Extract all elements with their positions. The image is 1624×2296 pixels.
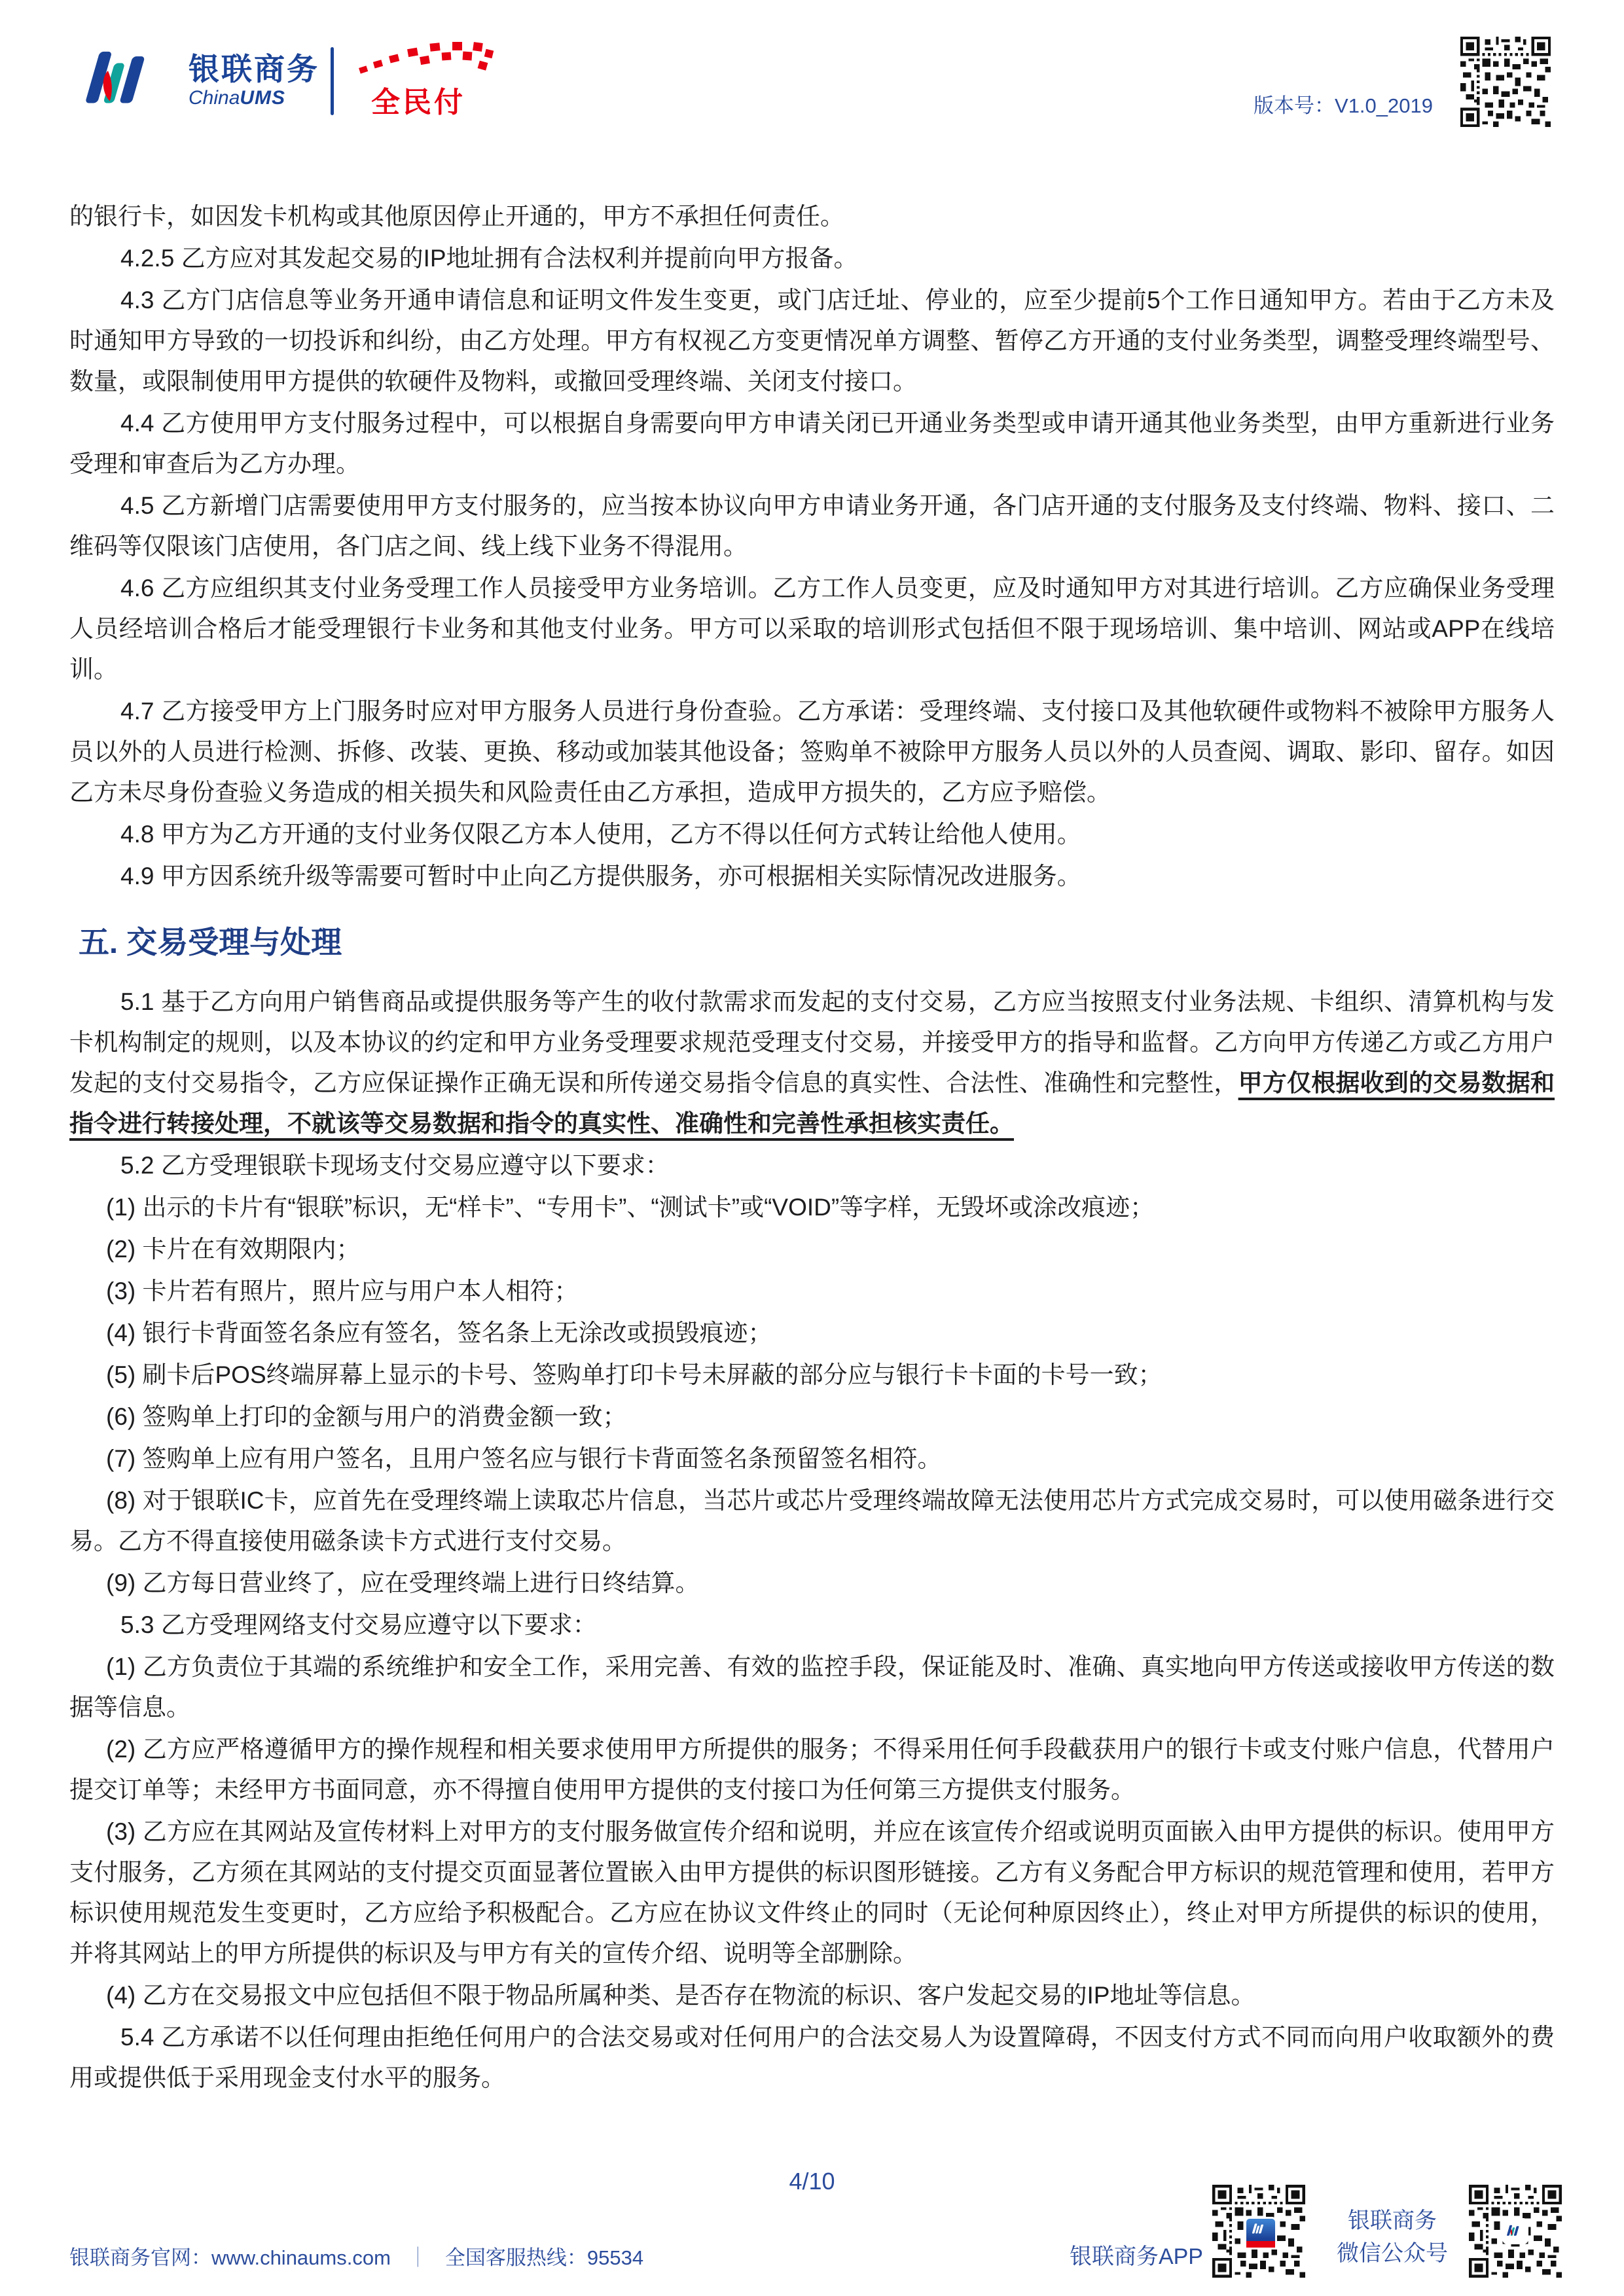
app-icon-banner: [1246, 2241, 1275, 2248]
wechat-qr-code: [1469, 2185, 1562, 2278]
clause-5-1-text: 5.1 基于乙方向用户销售商品或提供服务等产生的收付款需求而发起的支付交易，乙方应当按照支付业务法规、卡组织、清算机构与发卡机构制定的规则，以及本协议的约定和甲方业务受理要求规范受理支付交易，并接受甲方的指导和监督。乙方向甲方传递乙方或乙方用户发起的支付交易指令，乙方应保证操作正确无误和所传递交易指令信息的真实性、合法性、准确性和完整性，: [69, 988, 1555, 1096]
footer-separator: ｜: [407, 2246, 428, 2269]
app-qr-label: 银联商务APP: [1069, 2244, 1203, 2269]
clause-5-2-item-2: (2) 卡片在有效期限内；: [106, 1236, 361, 1263]
clause-5-1: [69, 982, 1555, 1144]
clause-5-3-item-4: (4) 乙方在交易报文中应包括但不限于物品所属种类、是否存在物流的标识、客户发起交易的IP地址等信息。: [106, 1982, 1255, 2009]
app-icon-logo: [1251, 2223, 1269, 2236]
clause-4-3: 4.3 乙方门店信息等业务开通申请信息和证明文件发生变更，或门店迁址、停业的，应至少提前5个工作日通知甲方。若由于乙方未及时通知甲方导致的一切投诉和纠纷，由乙方处理。甲方有权视乙方变更情况单方调整、暂停乙方开通的支付业务类型，调整受理终端型号、数量，或限制使用甲方提供的软硬件及物料，或撤回受理终端、关闭支付接口。: [69, 287, 1555, 395]
chinaums-logo-icon: [75, 50, 179, 113]
wechat-center-ums-mark: [1506, 2224, 1525, 2238]
version-label: 版本号：V1.0_2019: [1254, 94, 1433, 117]
wechat-qr-label-line1: 银联商务: [1348, 2208, 1437, 2233]
clause-4-6: 4.6 乙方应组织其支付业务受理工作人员接受甲方业务培训。乙方工作人员变更，应及时通知甲方对其进行培训。乙方应确保业务受理人员经培训合格后才能受理银行卡业务和其他支付业务。甲方可以采取的培训形式包括但不限于现场培训、集中培训、网站或APP在线培训。: [69, 575, 1555, 683]
clause-4-9: 4.9 甲方因系统升级等需要可暂时中止向乙方提供服务，亦可根据相关实际情况改进服务。: [120, 863, 1081, 889]
brand-name-cn: 银联商务: [189, 52, 319, 86]
clause-5-2: 5.2 乙方受理银联卡现场支付交易应遵守以下要求：: [120, 1152, 670, 1179]
brand-block: [189, 52, 319, 110]
brand-name-en: ChinaUMS: [189, 87, 286, 109]
clause-5-2-item-4: (4) 银行卡背面签名条应有签名，签名条上无涂改或损毁痕迹；: [106, 1319, 772, 1346]
checkered-flag-icon: [357, 41, 494, 81]
clause-5-2-item-7: (7) 签购单上应有用户签名，且用户签名应与银行卡背面签名条预留签名相符。: [106, 1445, 942, 1472]
app-qr-code: [1212, 2185, 1305, 2278]
clause-5-2-item-8: (8) 对于银联IC卡，应首先在受理终端上读取芯片信息，当芯片或芯片受理终端故障无法使用芯片方式完成交易时，可以使用磁条进行交易。乙方不得直接使用磁条读卡方式进行支付交易。: [69, 1487, 1555, 1554]
header-divider: [331, 47, 334, 115]
clause-4-5: 4.5 乙方新增门店需要使用甲方支付服务的，应当按本协议向甲方申请业务开通，各门店开通的支付服务及支付终端、物料、接口、二维码等仅限该门店使用，各门店之间、线上线下业务不得混用。: [69, 492, 1555, 560]
clause-5-3-item-3: (3) 乙方应在其网站及宣传材料上对甲方的支付服务做宣传介绍和说明，并应在该宣传介绍或说明页面嵌入由甲方提供的标识。使用甲方支付服务，乙方须在其网站的支付提交页面显著位置嵌入由甲方提供的标识图形链接。乙方有义务配合甲方标识的规范管理和使用，若甲方标识使用规范发生变更时，乙方应给予积极配合。乙方应在协议文件终止的同时（无论何种原因终止），终止对甲方所提供的标识的使用，并将其网站上的甲方所提供的标识及与甲方有关的宣传介绍、说明等全部删除。: [69, 1818, 1555, 1967]
quanminfu-wordmark: 全民付: [371, 86, 465, 118]
contract-body: [69, 196, 1555, 2100]
wechat-qr-center-logo: [1502, 2218, 1528, 2244]
clause-5-4: 5.4 乙方承诺不以任何理由拒绝任何用户的合法交易或对任何用户的合法交易人为设置障碍，不因支付方式不同而向用户收取额外的费用或提供低于采用现金支付水平的服务。: [69, 2024, 1555, 2091]
clause-5-2-item-6: (6) 签购单上打印的金额与用户的消费金额一致；: [106, 1403, 627, 1430]
version-qr-code-icon: [1460, 37, 1551, 127]
page-header: [0, 0, 1624, 157]
clause-5-1-emphasis: 甲方仅根据收到的交易数据和指令进行转接处理，不就该等交易数据和指令的真实性、准确性和完善性承担核实责任。: [69, 1069, 1555, 1137]
clause-4-4: 4.4 乙方使用甲方支付服务过程中，可以根据自身需要向甲方申请关闭已开通业务类型或申请开通其他业务类型，由甲方重新进行业务受理和审查后为乙方办理。: [69, 410, 1555, 477]
clause-5-3-item-1: (1) 乙方负责位于其端的系统维护和安全工作，采用完善、有效的监控手段，保证能及时、准确、真实地向甲方传送或接收甲方传送的数据等信息。: [69, 1653, 1555, 1721]
footer-contact-bar: [69, 2241, 643, 2270]
wechat-qr-label-line2: 微信公众号: [1337, 2241, 1448, 2266]
wechat-qr-label: [1324, 2204, 1461, 2270]
page-number: 4/10: [789, 2168, 835, 2195]
clause-5-2-item-5: (5) 刷卡后POS终端屏幕上显示的卡号、签购单打印卡号未屏蔽的部分应与银行卡卡面的卡号一致；: [106, 1361, 1163, 1388]
clause-5-3-item-2: (2) 乙方应严格遵循甲方的操作规程和相关要求使用甲方所提供的服务；不得采用任何手段截获用户的银行卡或支付账户信息，代替用户提交订单等；未经甲方书面同意，亦不得擅自使用甲方提供的支付接口为任何第三方提供支付服务。: [69, 1736, 1555, 1803]
app-icon: [1244, 2217, 1277, 2250]
site-url: www.chinaums.com: [211, 2246, 391, 2269]
clause-5-2-item-1: (1) 出示的卡片有“银联”标识，无“样卡”、“专用卡”、“测试卡”或“VOID”等字样，无毁坏或涂改痕迹；: [106, 1194, 1155, 1221]
section-5-heading: 五. 交易受理与处理: [79, 925, 342, 960]
clause-5-3: 5.3 乙方受理网络支付交易应遵守以下要求：: [120, 1611, 597, 1638]
site-label: 银联商务官网：: [69, 2246, 211, 2269]
clause-4-2-5: 4.2.5 乙方应对其发起交易的IP地址拥有合法权利并提前向甲方报备。: [120, 245, 858, 272]
quanminfu-logo: [357, 41, 494, 119]
clause-5-2-item-9: (9) 乙方每日营业终了，应在受理终端上进行日终结算。: [106, 1570, 700, 1596]
hotline-number: 95534: [586, 2246, 644, 2269]
paragraph-continuation: 的银行卡，如因发卡机构或其他原因停止开通的，甲方不承担任何责任。: [69, 203, 844, 230]
clause-5-2-item-3: (3) 卡片若有照片，照片应与用户本人相符；: [106, 1278, 579, 1304]
hotline-label: 全国客服热线：: [444, 2246, 587, 2269]
clause-4-7: 4.7 乙方接受甲方上门服务时应对甲方服务人员进行身份查验。乙方承诺：受理终端、支付接口及其他软硬件或物料不被除甲方服务人员以外的人员进行检测、拆修、改装、更换、移动或加装其他设备；签购单不被除甲方服务人员以外的人员查阅、调取、影印、留存。如因乙方未尽身份查验义务造成的相关损失和风险责任由乙方承担，造成甲方损失的，乙方应予赔偿。: [69, 698, 1555, 806]
clause-4-8: 4.8 甲方为乙方开通的支付业务仅限乙方本人使用，乙方不得以任何方式转让给他人使用。: [120, 821, 1081, 848]
